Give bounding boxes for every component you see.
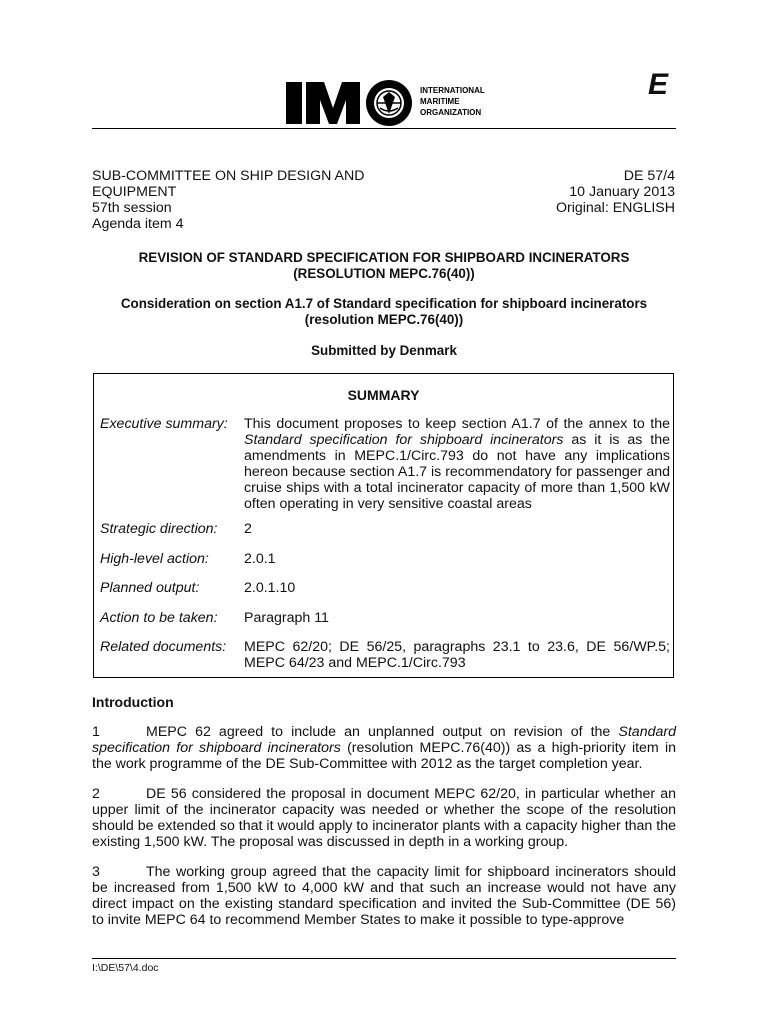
- summary-heading: SUMMARY: [347, 387, 420, 403]
- org-line-2: MARITIME: [420, 97, 460, 106]
- language-code: E: [648, 68, 669, 101]
- action-value: Paragraph 11: [244, 610, 329, 626]
- committee-block: [92, 168, 422, 232]
- strategic-direction-label: Strategic direction:: [100, 521, 218, 537]
- paragraph-3-number: 3: [92, 864, 100, 880]
- document-subtitle: [92, 296, 676, 328]
- strategic-direction-value: 2: [244, 521, 252, 537]
- org-line-1: INTERNATIONAL: [420, 86, 485, 95]
- footer-file-path: I:\DE\57\4.doc: [92, 962, 159, 974]
- high-level-action-label: High-level action:: [100, 551, 209, 567]
- document-title: [92, 250, 676, 282]
- agenda-item: Agenda item 4: [92, 216, 184, 232]
- paragraph-2-number: 2: [92, 786, 100, 802]
- paragraph-1-text-b: (resolution MEPC.76(40)) as a high-priority item in the work programme of the DE Sub-Committee with 2012 as the target completion year.: [92, 740, 676, 772]
- executive-summary-label: Executive summary:: [100, 416, 228, 432]
- paragraph-1-number: 1: [92, 724, 100, 740]
- related-documents-value: MEPC 62/20; DE 56/25, paragraphs 23.1 to 23.6, DE 56/WP.5; MEPC 64/23 and MEPC.1/Circ.793: [244, 639, 670, 671]
- exec-text-italic: Standard specification for shipboard incinerators: [244, 432, 564, 448]
- footer-divider: [92, 958, 676, 959]
- doc-date: 10 January 2013: [569, 184, 675, 200]
- paragraph-1: [92, 724, 676, 772]
- committee-line-1: SUB-COMMITTEE ON SHIP DESIGN AND: [92, 168, 365, 184]
- committee-line-2: EQUIPMENT: [92, 184, 177, 200]
- paragraph-2-text: DE 56 considered the proposal in document MEPC 62/20, in particular whether an upper limit of the incinerator capacity was needed or whether the scope of the resolution should be extended so that it would apply to incinerator plants with a capacity higher than the existing 1,500 kW. The proposal was discussed in depth in a working group.: [92, 786, 676, 850]
- submitter: Submitted by Denmark: [311, 343, 457, 358]
- action-label: Action to be taken:: [100, 610, 218, 626]
- introduction-heading: Introduction: [92, 694, 174, 710]
- title-line-2: (RESOLUTION MEPC.76(40)): [293, 266, 475, 281]
- reference-block: [556, 168, 675, 216]
- exec-text-2: as it is as the amendments in MEPC.1/Circ.793 do not have any implications hereon because section A1.7 is recommendatory for passenger and cruise ships with a total incinerator capacity of more than 1,500 kW often operating in very sensitive coastal areas: [244, 432, 670, 512]
- paragraph-3-text: The working group agreed that the capacity limit for shipboard incinerators should be increased from 1,500 kW to 4,000 kW and that such an increase would not have any direct impact on the existing standard specification and invited the Sub-Committee (DE 56) to invite MEPC 64 to recommend Member States to make it possible to type-approve: [92, 864, 676, 928]
- doc-number: DE 57/4: [623, 168, 675, 184]
- paragraph-3: [92, 864, 676, 928]
- high-level-action-value: 2.0.1: [244, 551, 276, 567]
- original-language: Original: ENGLISH: [555, 200, 675, 216]
- planned-output-value: 2.0.1.10: [244, 580, 296, 596]
- paragraph-1-text-a: MEPC 62 agreed to include an unplanned output on revision of the: [146, 724, 619, 740]
- session: 57th session: [92, 200, 172, 216]
- exec-text-1: This document proposes to keep section A1.7 of the annex to the: [244, 416, 670, 432]
- related-documents-label: Related documents:: [100, 639, 227, 655]
- paragraph-2: [92, 786, 676, 850]
- planned-output-label: Planned output:: [100, 580, 200, 596]
- imo-logo: [286, 80, 518, 126]
- paragraph-1-italic: Standard specification for shipboard incinerators: [92, 724, 676, 756]
- summary-box: [93, 373, 674, 678]
- org-line-3: ORGANIZATION: [420, 108, 482, 117]
- subtitle-line-1: Consideration on section A1.7 of Standard specification for shipboard incinerators: [120, 296, 648, 311]
- header-divider: [92, 128, 676, 129]
- summary-row-executive: [100, 416, 668, 512]
- title-line-1: REVISION OF STANDARD SPECIFICATION FOR SHIPBOARD INCINERATORS: [138, 250, 630, 265]
- executive-summary-value: [244, 416, 670, 512]
- subtitle-line-2: (resolution MEPC.76(40)): [304, 312, 464, 327]
